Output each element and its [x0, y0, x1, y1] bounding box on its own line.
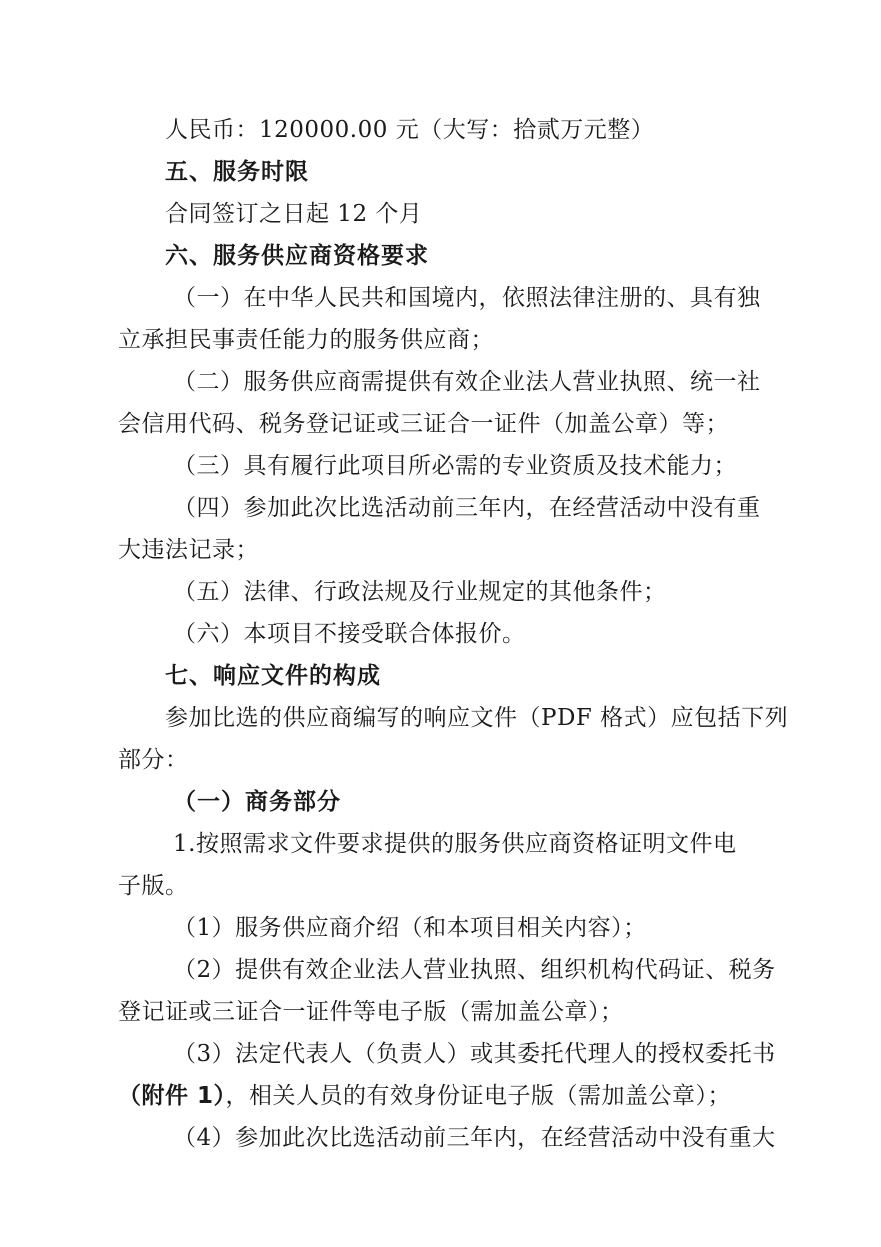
response-intro-line-1: 参加比选的供应商编写的响应文件（PDF 格式）应包括下列: [165, 705, 789, 731]
business-item-1-line-2: 子版。: [118, 873, 189, 899]
section-heading-response-documents: 七、响应文件的构成: [165, 663, 381, 689]
business-subitem-2-line-1: （2）提供有效企业法人营业执照、组织机构代码证、税务: [173, 957, 776, 983]
qualification-1-line-1: （一）在中华人民共和国境内，依照法律注册的、具有独: [173, 285, 761, 311]
business-subitem-1: （1）服务供应商介绍（和本项目相关内容）；: [173, 915, 647, 941]
qualification-3: （三）具有履行此项目所必需的专业资质及技术能力；: [173, 453, 737, 479]
qualification-5: （五）法律、行政法规及行业规定的其他条件；: [173, 579, 667, 605]
attachment-reference: （附件 1）: [118, 1083, 226, 1109]
section-heading-service-period: 五、服务时限: [165, 159, 309, 185]
service-period-text: 合同签订之日起 12 个月: [165, 201, 423, 227]
business-subitem-4-line-1: （4）参加此次比选活动前三年内，在经营活动中没有重大: [173, 1125, 776, 1151]
response-intro-line-2: 部分：: [118, 747, 189, 773]
business-subitem-3-line-2-text: ，相关人员的有效身份证电子版（需加盖公章）；: [225, 1083, 732, 1109]
business-item-1-line-1: 1.按照需求文件要求提供的服务供应商资格证明文件电: [173, 831, 737, 857]
business-subitem-3-line-1: （3）法定代表人（负责人）或其委托代理人的授权委托书: [173, 1041, 776, 1067]
business-subitem-3-line-2: [118, 1081, 768, 1111]
qualification-4-line-1: （四）参加此次比选活动前三年内，在经营活动中没有重: [173, 495, 761, 521]
section-heading-qualifications: 六、服务供应商资格要求: [165, 243, 429, 269]
qualification-4-line-2: 大违法记录；: [118, 537, 259, 563]
qualification-6: （六）本项目不接受联合体报价。: [173, 621, 526, 647]
amount-line: 人民币：120000.00 元（大写：拾贰万元整）: [165, 117, 655, 143]
subsection-heading-business: （一）商务部分: [173, 789, 341, 815]
business-subitem-2-line-2: 登记证或三证合一证件等电子版（需加盖公章）；: [118, 999, 624, 1025]
qualification-1-line-2: 立承担民事责任能力的服务供应商；: [118, 327, 494, 353]
qualification-2-line-2: 会信用代码、税务登记证或三证合一证件（加盖公章）等；: [118, 411, 729, 437]
qualification-2-line-1: （二）服务供应商需提供有效企业法人营业执照、统一社: [173, 369, 761, 395]
